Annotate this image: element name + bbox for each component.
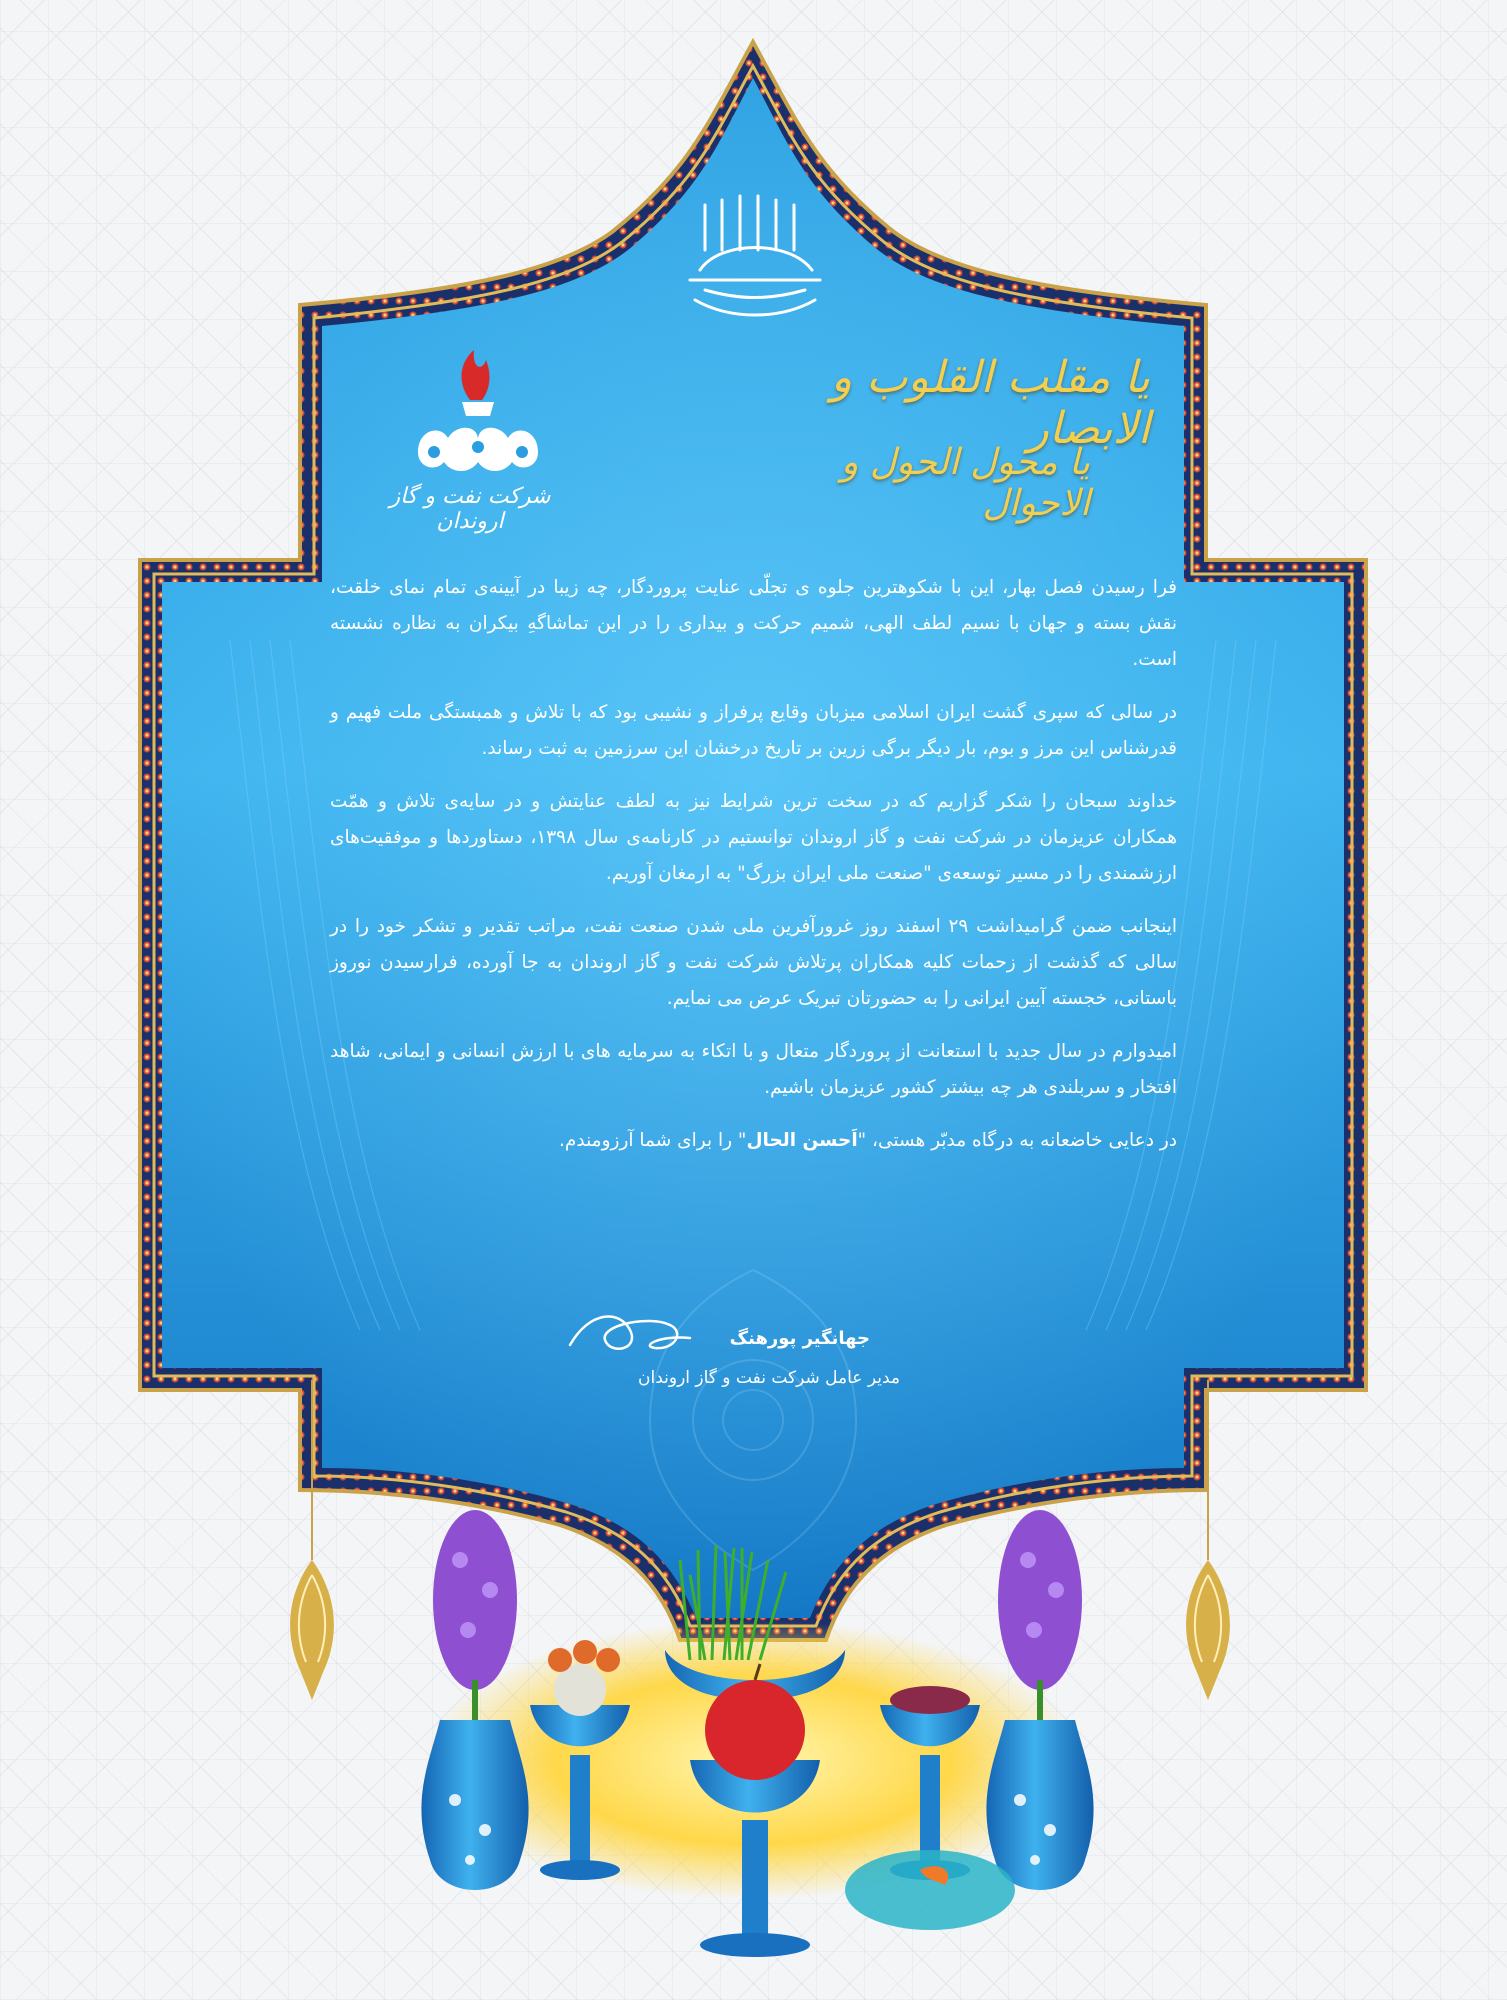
letter-paragraph-3: خداوند سبحان را شکر گزاریم که در سخت ترین شرایط نیز به لطف عنایتش و در سایه‌ی تلاش و همّت همکاران عزیزمان در شرکت نفت و گاز اروندان توانستیم در کارنامه‌ی سال ۱۳۹۸، دستاوردها و موفقیت‌های ارزشمندی را در مسیر توسعه‌ی "صنعت ملی ایران بزرگ" به ارمغان آوریم. bbox=[330, 791, 1177, 884]
letter-paragraph-5: امیدوارم در سال جدید با استعانت از پروردگار متعال و با اتکاء به سرمایه های با ارزش انسانی و ایمانی، شاهد افتخار و سربلندی هر چه بیشتر کشور عزیزمان باشیم. bbox=[330, 1041, 1177, 1098]
closing-text-bold: اَحسن الحال bbox=[746, 1130, 858, 1151]
company-logo-caption: شرکت نفت و گاز اروندان bbox=[389, 484, 551, 534]
signatory-name: جهانگیر پورهنگ bbox=[729, 1328, 870, 1349]
greeting-letter bbox=[330, 570, 1177, 1176]
closing-text-before: در دعایی خاضعانه به درگاه مدبّر هستی، " bbox=[857, 1130, 1177, 1151]
letter-paragraph-4: اینجانب ضمن گرامیداشت ۲۹ اسفند روز غرورآفرین ملی شدن صنعت نفت، مراتب تقدیر و تشکر خود را در سالی که گذشت از زحمات کلیه همکاران پرتلاش شرکت نفت و گاز اروندان به جا آورده، فرارسیدن نوروز باستانی، خجسته آیین ایرانی را به حضورتان تبریک عرض می نمایم. bbox=[330, 916, 1177, 1009]
letter-paragraph-2: در سالی که سپری گشت ایران اسلامی میزبان وقایع پرفراز و نشیبی بود که با تلاش و همبستگی ملت فهیم و قدرشناس این مرز و بوم، بار دیگر برگی زرین بر تاریخ درخشان این سرزمین به ثبت رساند. bbox=[330, 702, 1177, 759]
calligraphy-line-1: یا مقلب القلوب و الابصار bbox=[830, 352, 1150, 454]
letter-paragraph-1: فرا رسیدن فصل بهار، این با شکوهترین جلوه ی تجلّی عنایت پروردگار، چه زیبا در آیینه‌ی تمام نمای خلقت، نقش بسته و جهان با نسیم لطف الهی، شمیم حرکت و بیداری را در این تماشاگهِ بیکران به نظاره نشسته است. bbox=[330, 577, 1177, 670]
signatory-title: مدیر عامل شرکت نفت و گاز اروندان bbox=[638, 1368, 900, 1388]
closing-text-after: " را برای شما آرزومندم. bbox=[559, 1130, 747, 1151]
calligraphy-line-2: یا محول الحول و الاحوال bbox=[841, 442, 1090, 524]
letter-closing bbox=[330, 1123, 1177, 1159]
